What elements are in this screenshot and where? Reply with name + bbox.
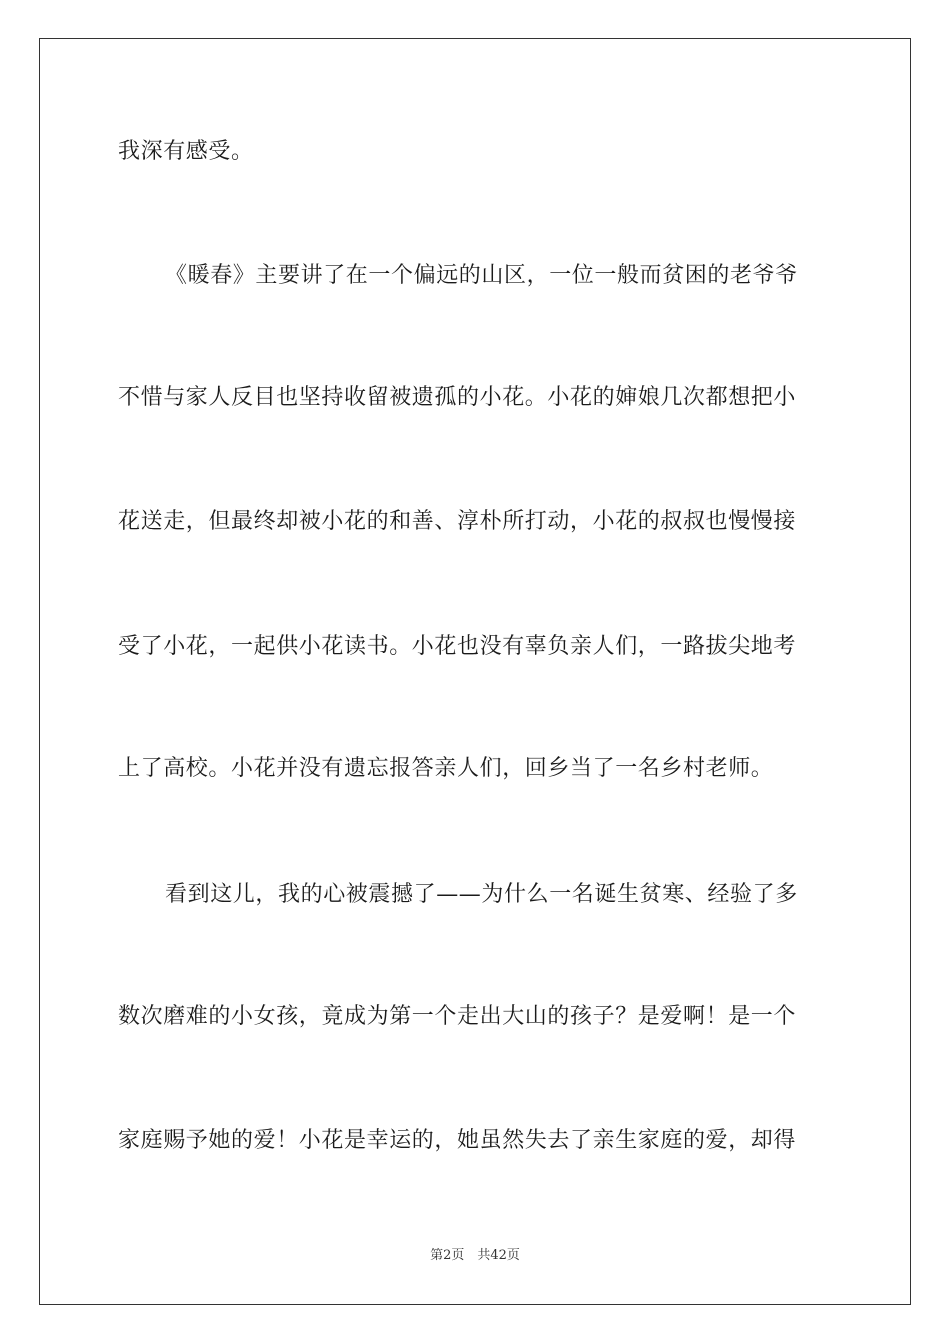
- text-line-7: 看到这儿，我的心被震撼了——为什么一名诞生贫寒、经验了多: [165, 882, 798, 907]
- text-line-3: 不惜与家人反目也坚持收留被遗孤的小花。小花的婶娘几次都想把小: [118, 385, 797, 410]
- page-frame: [39, 38, 911, 1305]
- text-line-1: 我深有感受。: [118, 139, 254, 164]
- text-line-5: 受了小花，一起供小花读书。小花也没有辜负亲人们，一路拔尖地考: [118, 634, 797, 659]
- page-number-footer: 第2页 共42页: [430, 1248, 520, 1263]
- text-line-4: 花送走，但最终却被小花的和善、淳朴所打动，小花的叔叔也慢慢接: [118, 509, 797, 534]
- text-line-9: 家庭赐予她的爱！小花是幸运的，她虽然失去了亲生家庭的爱，却得: [118, 1128, 797, 1153]
- text-line-6: 上了高校。小花并没有遗忘报答亲人们，回乡当了一名乡村老师。: [118, 756, 774, 781]
- text-line-2: 《暖春》主要讲了在一个偏远的山区，一位一般而贫困的老爷爷: [165, 263, 798, 288]
- text-line-8: 数次磨难的小女孩，竟成为第一个走出大山的孩子？是爱啊！是一个: [118, 1004, 797, 1029]
